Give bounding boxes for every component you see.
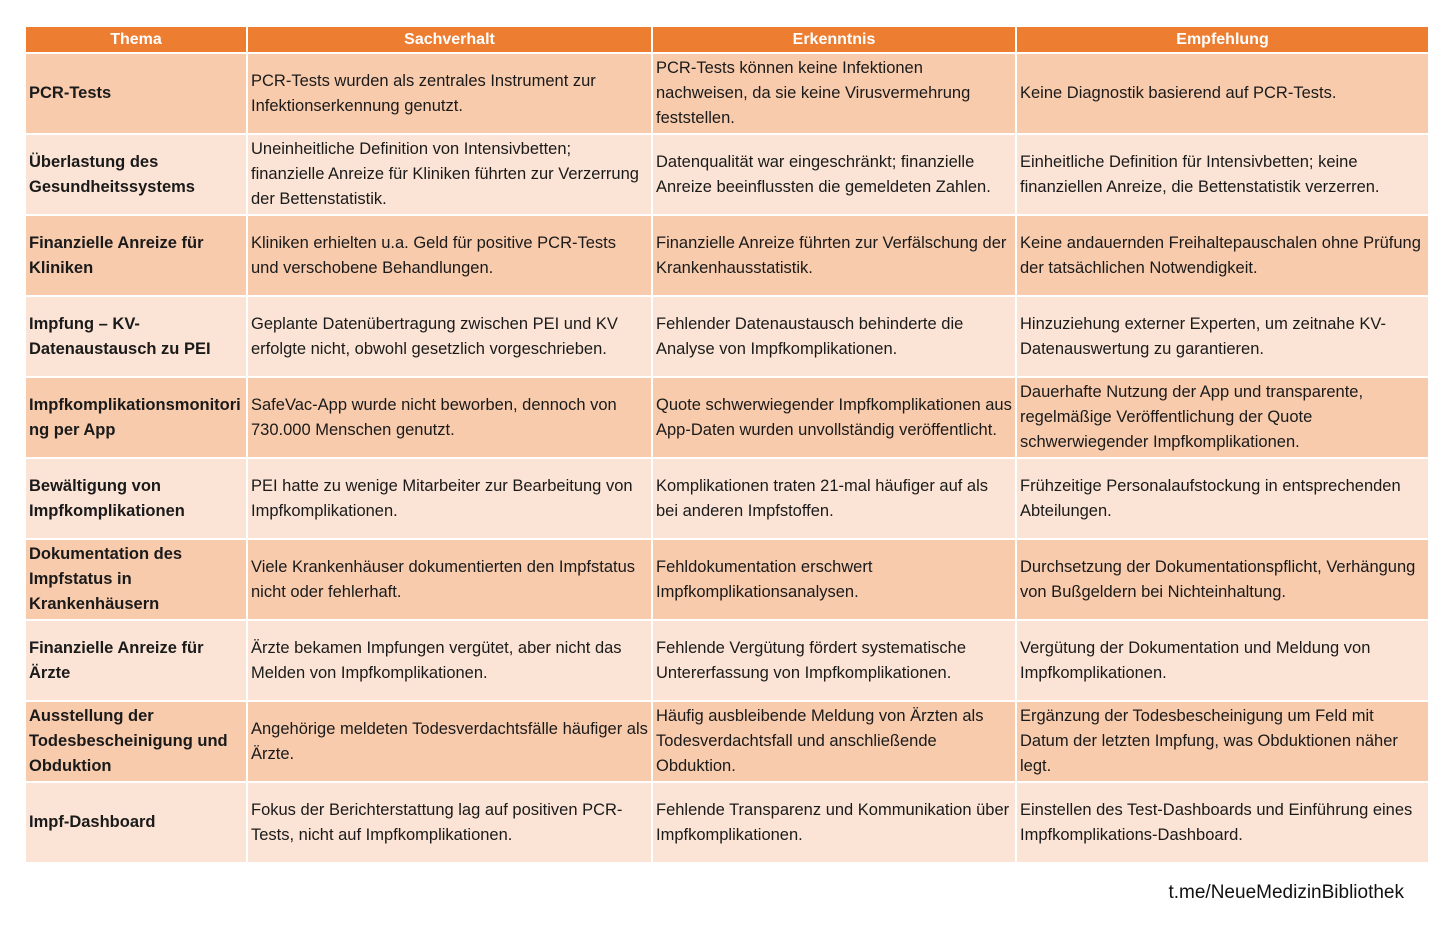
cell-sachverhalt: SafeVac-App wurde nicht beworben, dennoch von 730.000 Menschen genutzt. <box>247 377 652 458</box>
header-erkenntnis: Erkenntnis <box>652 27 1016 53</box>
cell-empfehlung: Vergütung der Dokumentation und Meldung von Impfkomplikationen. <box>1016 620 1428 701</box>
cell-empfehlung: Ergänzung der Todesbescheinigung um Feld mit Datum der letzten Impfung, was Obduktionen näher legt. <box>1016 701 1428 782</box>
cell-erkenntnis: Fehlender Datenaustausch behinderte die Analyse von Impfkomplikationen. <box>652 296 1016 377</box>
header-thema: Thema <box>26 27 247 53</box>
header-empfehlung: Empfehlung <box>1016 27 1428 53</box>
table-row <box>26 701 1428 782</box>
cell-empfehlung: Keine andauernden Freihaltepauschalen ohne Prüfung der tatsächlichen Notwendigkeit. <box>1016 215 1428 296</box>
cell-sachverhalt: PCR-Tests wurden als zentrales Instrument zur Infektionserkennung genutzt. <box>247 53 652 134</box>
cell-erkenntnis: Komplikationen traten 21-mal häufiger auf als bei anderen Impfstoffen. <box>652 458 1016 539</box>
cell-sachverhalt: Geplante Datenübertragung zwischen PEI und KV erfolgte nicht, obwohl gesetzlich vorgeschrieben. <box>247 296 652 377</box>
cell-empfehlung: Einstellen des Test-Dashboards und Einführung eines Impfkomplikations-Dashboard. <box>1016 782 1428 863</box>
table-row <box>26 620 1428 701</box>
table-row <box>26 53 1428 134</box>
cell-sachverhalt: Viele Krankenhäuser dokumentierten den Impfstatus nicht oder fehlerhaft. <box>247 539 652 620</box>
cell-erkenntnis: Fehldokumentation erschwert Impfkomplikationsanalysen. <box>652 539 1016 620</box>
cell-thema: Ausstellung der Todesbescheinigung und Obduktion <box>26 701 247 782</box>
table-header <box>26 27 1428 53</box>
cell-sachverhalt: Kliniken erhielten u.a. Geld für positive PCR-Tests und verschobene Behandlungen. <box>247 215 652 296</box>
cell-thema: PCR-Tests <box>26 53 247 134</box>
table-row <box>26 377 1428 458</box>
cell-empfehlung: Durchsetzung der Dokumentationspflicht, Verhängung von Bußgeldern bei Nichteinhaltung. <box>1016 539 1428 620</box>
cell-sachverhalt: PEI hatte zu wenige Mitarbeiter zur Bearbeitung von Impfkomplikationen. <box>247 458 652 539</box>
cell-sachverhalt: Uneinheitliche Definition von Intensivbetten; finanzielle Anreize für Kliniken führten zur Verzerrung der Bettenstatistik. <box>247 134 652 215</box>
table-row <box>26 782 1428 863</box>
cell-thema: Dokumentation des Impfstatus in Krankenhäusern <box>26 539 247 620</box>
cell-thema: Impfkomplikationsmonitoring per App <box>26 377 247 458</box>
cell-empfehlung: Einheitliche Definition für Intensivbetten; keine finanziellen Anreize, die Bettenstatistik verzerren. <box>1016 134 1428 215</box>
header-sachverhalt: Sachverhalt <box>247 27 652 53</box>
source-watermark: t.me/NeueMedizinBibliothek <box>1168 882 1404 903</box>
cell-erkenntnis: PCR-Tests können keine Infektionen nachweisen, da sie keine Virusvermehrung feststellen. <box>652 53 1016 134</box>
table-row <box>26 539 1428 620</box>
cell-erkenntnis: Quote schwerwiegender Impfkomplikationen aus App-Daten wurden unvollständig veröffentlicht. <box>652 377 1016 458</box>
table-row <box>26 458 1428 539</box>
cell-erkenntnis: Finanzielle Anreize führten zur Verfälschung der Krankenhausstatistik. <box>652 215 1016 296</box>
cell-sachverhalt: Fokus der Berichterstattung lag auf positiven PCR-Tests, nicht auf Impfkomplikationen. <box>247 782 652 863</box>
table-row <box>26 134 1428 215</box>
cell-erkenntnis: Datenqualität war eingeschränkt; finanzielle Anreize beeinflussten die gemeldeten Zahlen. <box>652 134 1016 215</box>
cell-thema: Impfung – KV-Datenaustausch zu PEI <box>26 296 247 377</box>
cell-sachverhalt: Angehörige meldeten Todesverdachtsfälle häufiger als Ärzte. <box>247 701 652 782</box>
cell-empfehlung: Frühzeitige Personalaufstockung in entsprechenden Abteilungen. <box>1016 458 1428 539</box>
table-body <box>26 53 1428 863</box>
findings-table-container <box>26 27 1428 864</box>
cell-thema: Impf-Dashboard <box>26 782 247 863</box>
table-row <box>26 296 1428 377</box>
table-row <box>26 215 1428 296</box>
cell-thema: Überlastung des Gesundheitssystems <box>26 134 247 215</box>
cell-thema: Finanzielle Anreize für Kliniken <box>26 215 247 296</box>
header-row <box>26 27 1428 53</box>
cell-empfehlung: Hinzuziehung externer Experten, um zeitnahe KV-Datenauswertung zu garantieren. <box>1016 296 1428 377</box>
cell-erkenntnis: Fehlende Vergütung fördert systematische Untererfassung von Impfkomplikationen. <box>652 620 1016 701</box>
cell-erkenntnis: Häufig ausbleibende Meldung von Ärzten als Todesverdachtsfall und anschließende Obduktion. <box>652 701 1016 782</box>
findings-table <box>26 27 1428 864</box>
cell-thema: Finanzielle Anreize für Ärzte <box>26 620 247 701</box>
cell-sachverhalt: Ärzte bekamen Impfungen vergütet, aber nicht das Melden von Impfkomplikationen. <box>247 620 652 701</box>
cell-erkenntnis: Fehlende Transparenz und Kommunikation über Impfkomplikationen. <box>652 782 1016 863</box>
cell-empfehlung: Keine Diagnostik basierend auf PCR-Tests. <box>1016 53 1428 134</box>
cell-thema: Bewältigung von Impfkomplikationen <box>26 458 247 539</box>
cell-empfehlung: Dauerhafte Nutzung der App und transparente, regelmäßige Veröffentlichung der Quote schwerwiegender Impfkomplikationen. <box>1016 377 1428 458</box>
